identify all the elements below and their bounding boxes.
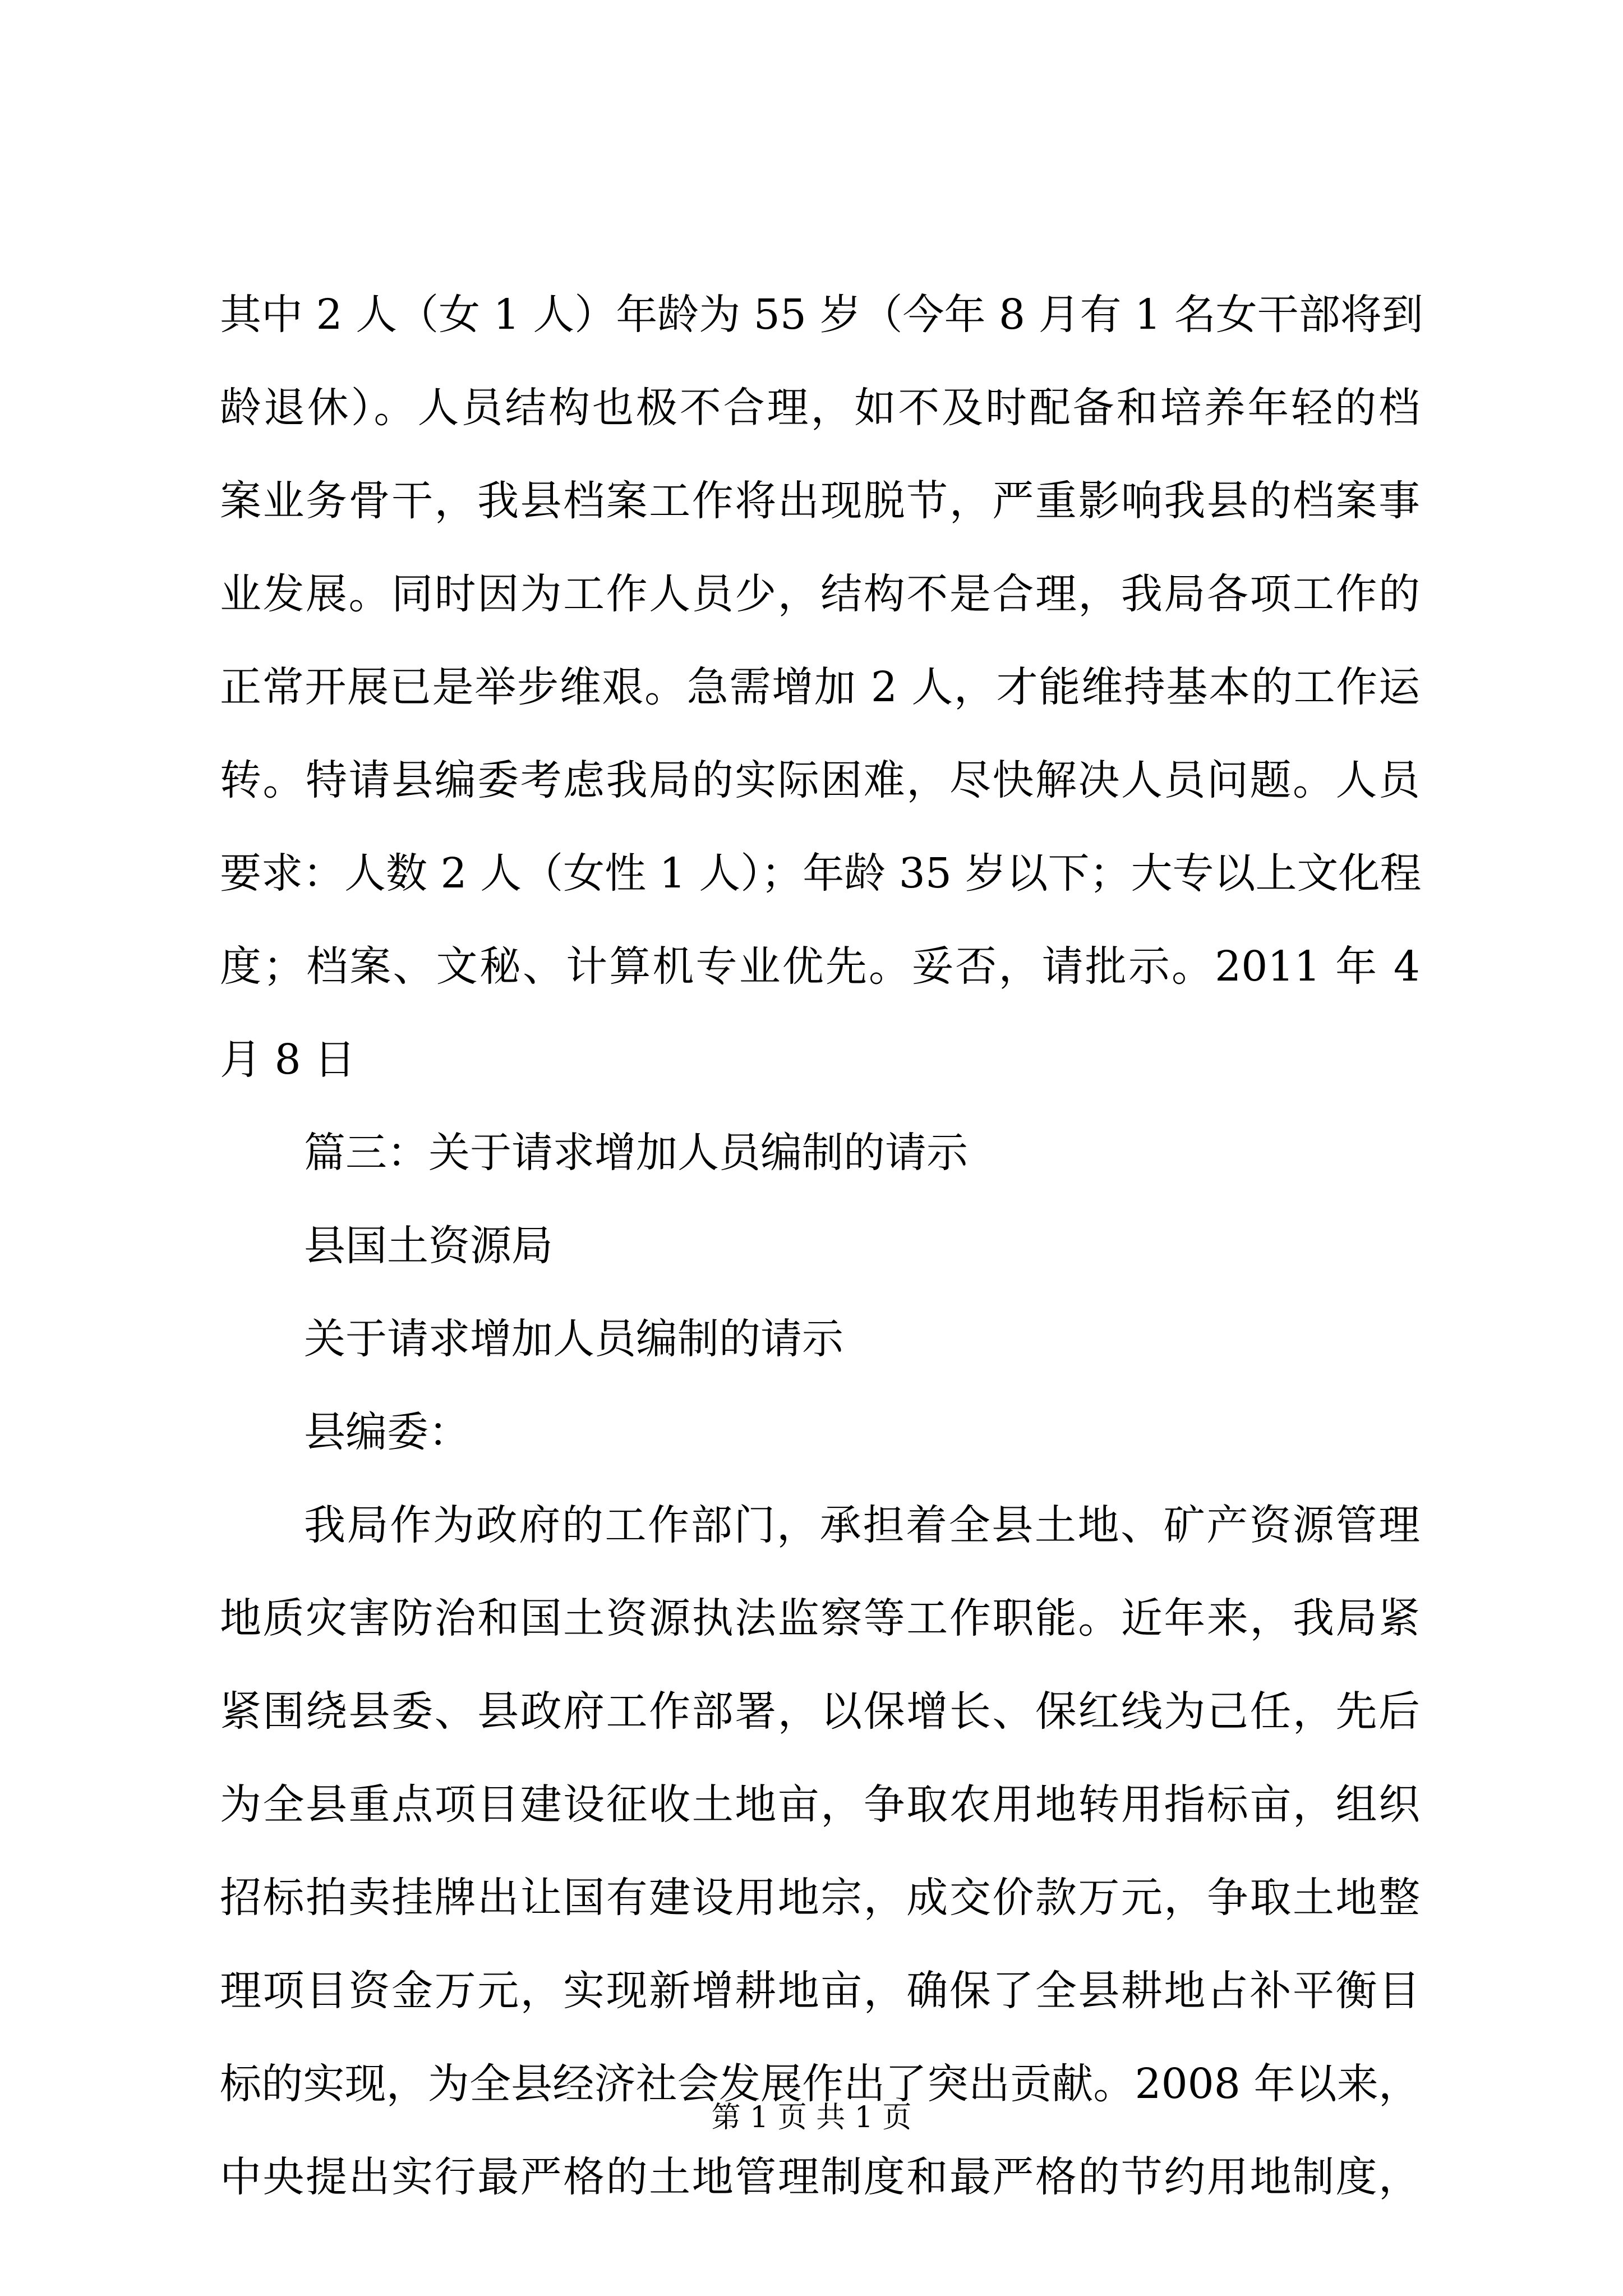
paragraph-line-7: 标的实现，为全县经济社会发展作出了突出贡献。2008 年以来， <box>220 2060 1420 2108</box>
page-number-footer: 第 1 页 共 1 页 <box>711 2101 912 2134</box>
text-line-8: 度；档案、文秘、计算机专业优先。妥否，请批示。2011 年 4 <box>220 942 1420 991</box>
section-heading: 篇三：关于请求增加人员编制的请示 <box>304 1129 968 1177</box>
text-line-3: 案业务骨干，我县档案工作将出现脱节，严重影响我县的档案事 <box>220 477 1420 525</box>
text-line-5: 正常开展已是举步维艰。急需增加 2 人，才能维持基本的工作运 <box>220 663 1420 711</box>
paragraph-line-4: 为全县重点项目建设征收土地亩，争取农用地转用指标亩，组织 <box>220 1780 1420 1829</box>
issuing-department: 县国土资源局 <box>304 1222 553 1270</box>
text-line-6: 转。特请县编委考虑我局的实际困难，尽快解决人员问题。人员 <box>220 756 1420 804</box>
paragraph-line-6: 理项目资金万元，实现新增耕地亩，确保了全县耕地占补平衡目 <box>220 1967 1420 2015</box>
text-line-2: 龄退休）。人员结构也极不合理，如不及时配备和培养年轻的档 <box>220 384 1420 432</box>
paragraph-line-3: 紧围绕县委、县政府工作部署，以保增长、保红线为己任，先后 <box>220 1687 1420 1736</box>
text-line-4: 业发展。同时因为工作人员少，结构不是合理，我局各项工作的 <box>220 570 1420 618</box>
paragraph-line-5: 招标拍卖挂牌出让国有建设用地宗，成交价款万元，争取土地整 <box>220 1874 1420 1922</box>
text-line-9: 月 8 日 <box>220 1036 356 1084</box>
document-body <box>220 268 1423 2224</box>
paragraph-line-2: 地质灾害防治和国土资源执法监察等工作职能。近年来，我局紧 <box>220 1594 1420 1642</box>
document-title: 关于请求增加人员编制的请示 <box>304 1315 843 1363</box>
addressee: 县编委： <box>304 1408 470 1456</box>
paragraph-line-1: 我局作为政府的工作部门，承担着全县土地、矿产资源管理 <box>304 1501 1420 1549</box>
text-line-1: 其中 2 人（女 1 人）年龄为 55 岁（今年 8 月有 1 名女干部将到 <box>220 291 1423 339</box>
paragraph-line-8: 中央提出实行最严格的土地管理制度和最严格的节约用地制度， <box>220 2153 1420 2201</box>
text-line-7: 要求：人数 2 人（女性 1 人）；年龄 35 岁以下；大专以上文化程 <box>220 849 1422 898</box>
